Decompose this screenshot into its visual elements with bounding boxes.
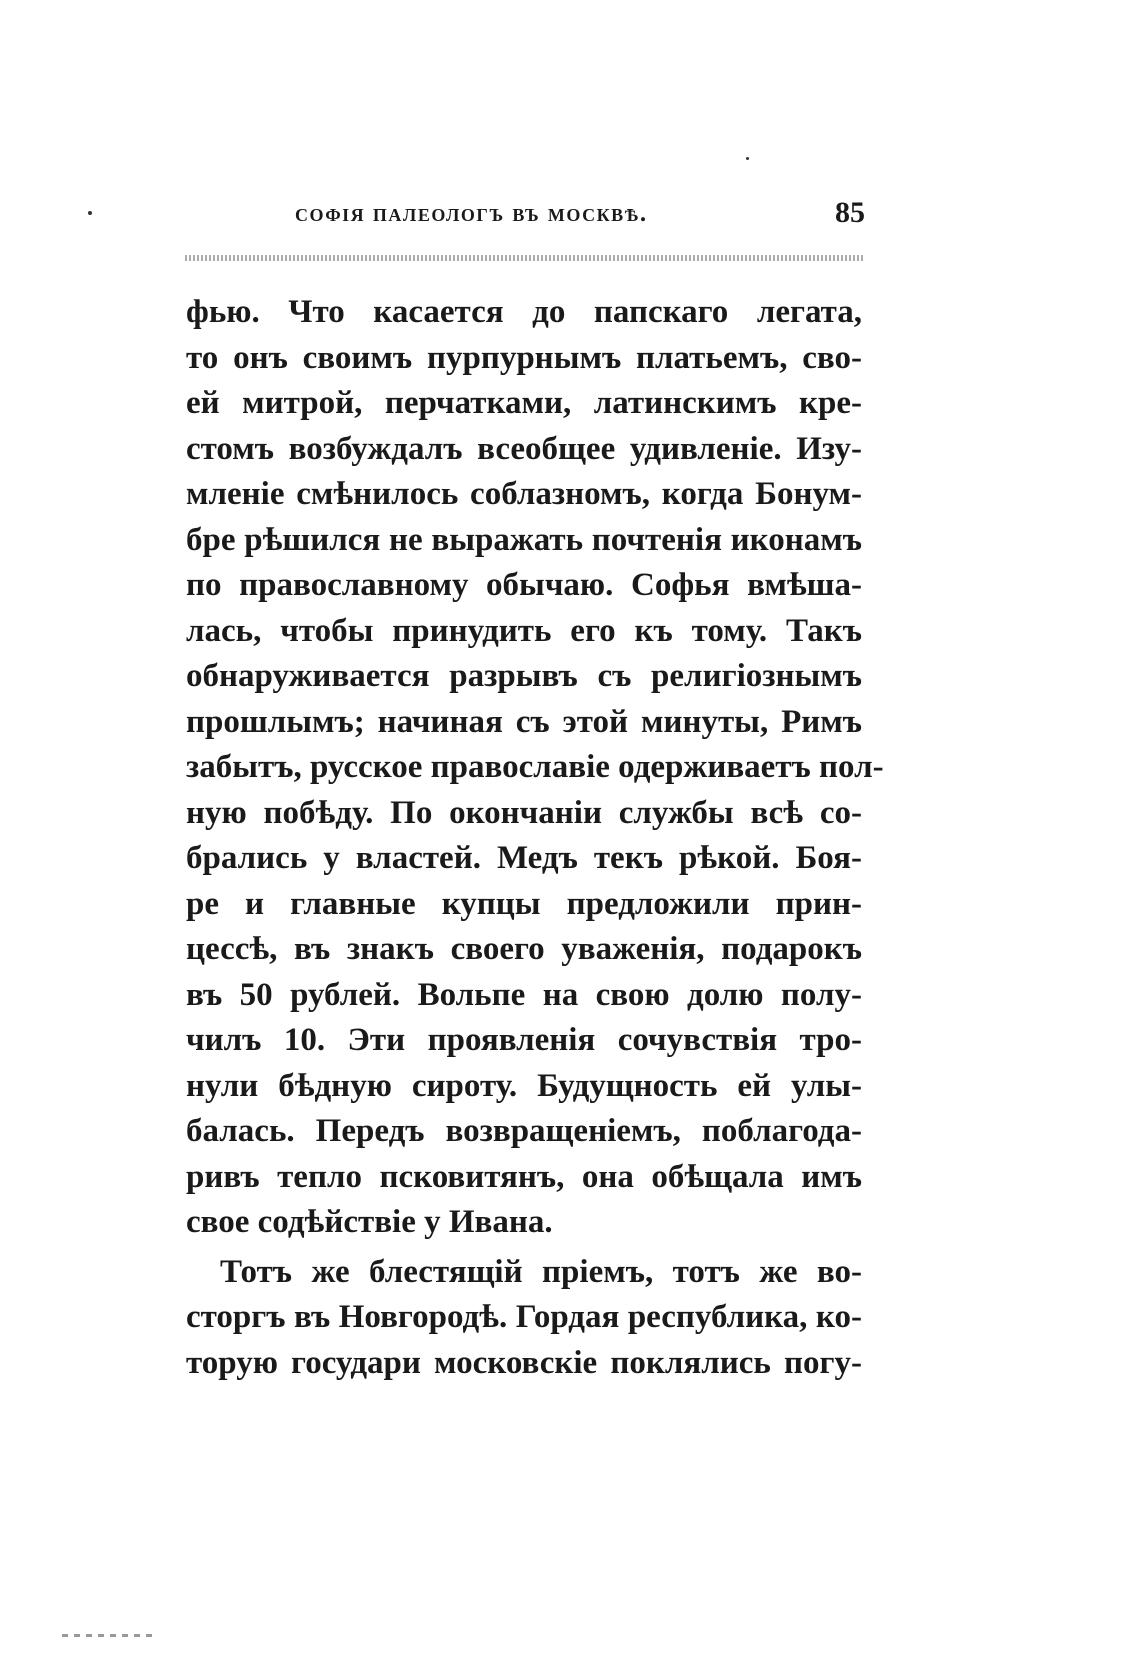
text-line: сторгъ въ Новгородѣ. Гордая республика, ко- [186,1299,862,1335]
page-number: 85 [835,196,865,229]
text-line: по православному обычаю. Софья вмѣша- [186,567,862,603]
text-line: стомъ возбуждалъ всеобщее удивленіе. Изу- [186,430,862,467]
text-line: ей митрой, перчатками, латинскимъ кре- [186,385,862,421]
running-title: софія палеологъ въ москвѣ. [295,200,648,227]
speck [88,211,92,215]
text-line: нули бѣдную сироту. Будущность ей улы- [186,1067,862,1104]
text-block [186,290,884,1386]
text-line: балась. Передъ возвращеніемъ, поблагода- [186,1113,862,1149]
text-line: торую государи московскіе поклялись погу- [186,1344,862,1381]
paragraph-2 [186,1250,862,1387]
running-head [185,196,865,236]
text-line: чилъ 10. Эти проявленія сочувствія тро- [186,1022,862,1058]
text-line: лась, чтобы принудить его къ тому. Такъ [186,612,862,649]
text-line: Тотъ же блестящій пріемъ, тотъ же во- [220,1253,862,1290]
text-line: бре рѣшился не выражать почтенія иконамъ [186,521,862,558]
paragraph-1 [186,290,884,1246]
text-line: фью. Что касается до папскаго легата, [186,294,862,330]
text-line: въ 50 рублей. Вольпе на свою долю полу- [186,976,862,1013]
text-line: прошлымъ; начиная съ этой минуты, Римъ [186,703,862,740]
text-line: ную побѣду. По окончаніи службы всѣ со- [186,794,862,831]
text-line: цессѣ, въ знакъ своего уваженія, подарокъ [186,931,862,967]
text-line: ривъ тепло псковитянъ, она обѣщала имъ [186,1158,862,1195]
text-line: брались у властей. Медъ текъ рѣкой. Боя- [186,840,862,876]
scan-mark [62,1634,152,1637]
text-line: свое содѣйствіе у Ивана. [186,1204,553,1240]
text-line: мленіе смѣнилось соблазномъ, когда Бонум- [186,476,862,512]
text-line: забытъ, русское православіе одерживаетъ пол- [186,749,884,785]
text-line: обнаруживается разрывъ съ религіознымъ [186,658,862,694]
speck [746,157,749,160]
text-line: ре и главные купцы предложили прин- [186,885,862,922]
header-rule [185,255,865,261]
text-line: то онъ своимъ пурпурнымъ платьемъ, сво- [186,339,862,376]
